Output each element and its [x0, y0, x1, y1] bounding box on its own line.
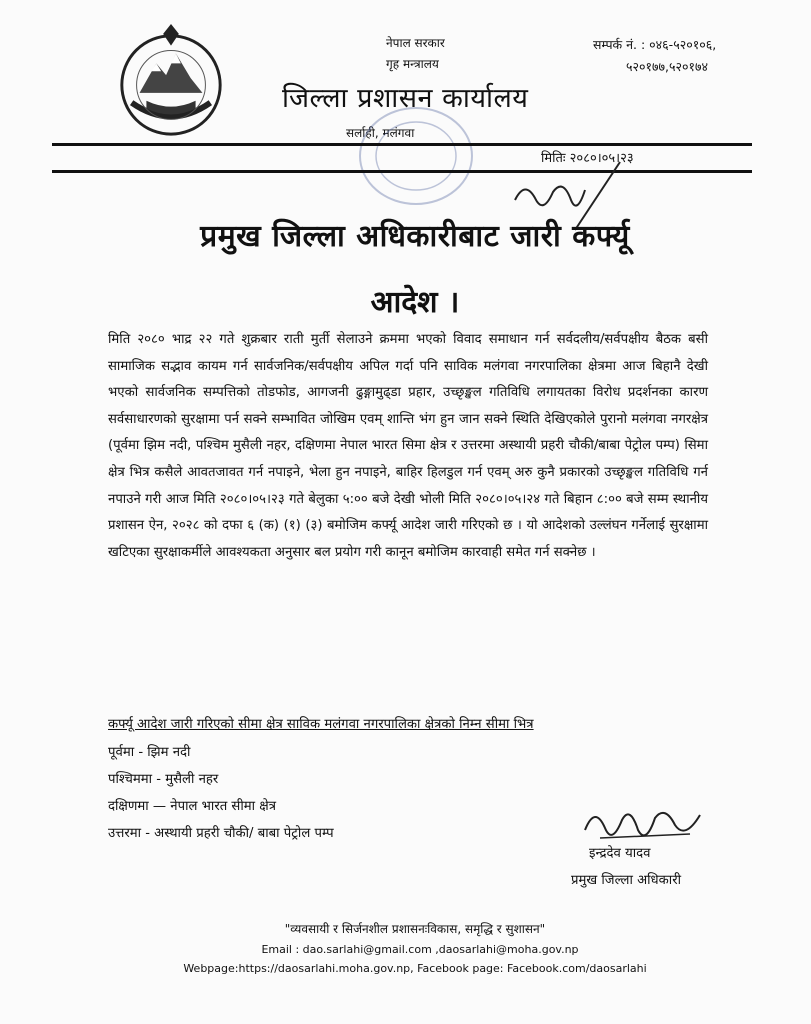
- office-location: सर्लाही, मलंगवा: [346, 126, 415, 140]
- boundary-north: उत्तरमा - अस्थायी प्रहरी चौकी/ बाबा पेट्रोल पम्प: [108, 826, 334, 841]
- signatory-designation: प्रमुख जिल्ला अधिकारी: [571, 873, 682, 888]
- ministry-name: गृह मन्त्रालय: [386, 57, 439, 71]
- contact-numbers: [593, 34, 716, 78]
- office-name: जिल्ला प्रशासन कार्यालय: [282, 83, 529, 114]
- order-body: मिति २०८० भाद्र २२ गते शुक्रबार राती मुर्ती सेलाउने क्रममा भएको विवाद समाधान गर्न सर्वदलीय/सर्वपक्षीय बैठक बसी सामाजिक सद्भाव कायम गर्न सार्वजनिक/सर्वपक्षीय अपिल गर्दा पनि साविक मलंगवा नगरपालिका क्षेत्रमा आज बिहानै देखी भएको सार्वजनिक सम्पत्तिको तोडफोड, आगजनी ढुङ्गामुढ्डा प्रहार, उच्छृङ्खल गतिविधि लगायतका विरोध प्रदर्शनका कारण सर्वसाधारणको सुरक्षामा पर्न सक्ने सम्भावित जोखिम एवम् शान्ति भंग हुन जान सक्ने स्थिति देखिएकोले पुरानो मलंगवा नगरक्षेत्र (पूर्वमा झिम नदी, पश्चिम मुसैली नहर, दक्षिणमा नेपाल भारत सिमा क्षेत्र र उत्तरमा अस्थायी प्रहरी चौकी/बाबा पेट्रोल पम्प) सिमा क्षेत्र भित्र कसैले आवतजावत गर्न नपाइने, भेला हुन नपाइने, बाहिर हिलडुल गर्न एवम् अरु कुनै प्रकारको उच्छृङ्खल गतिविधि गर्न नपाउने गरी आज मिति २०८०।०५।२३ गते बेलुका ५:०० बजे देखी भोली मिति २०८०।०५।२४ गते बिहान ८:०० बजे सम्म स्थानीय प्रशासन ऐन, २०२८ को दफा ६ (क) (१) (३) बमोजिम कर्फ्यू आदेश जारी गरिएको छ । यो आदेशको उल्लंघन गर्नेलाई सुरक्षामा खटिएका सुरक्षाकर्मीले आवश्यकता अनुसार बल प्रयोग गरी कानून बमोजिम कारवाही समेत गर्न सक्नेछ ।: [108, 332, 708, 560]
- signatory-name: इन्द्रदेव यादव: [589, 846, 651, 861]
- contact-line-1: सम्पर्क नं. : ०४६-५२०१०६,: [593, 37, 717, 52]
- boundary-west: पश्चिममा - मुसैली नहर: [108, 772, 219, 787]
- nepal-emblem-icon: [112, 24, 230, 142]
- footer-email: Email : dao.sarlahi@gmail.com ,daosarlahi@moha.gov.np: [261, 943, 579, 956]
- boundary-heading: कर्फ्यू आदेश जारी गरिएको सीमा क्षेत्र साविक मलंगवा नगरपालिका क्षेत्रको निम्न सीमा भित्र: [108, 717, 534, 732]
- document-title-cont: आदेश ।: [370, 285, 460, 320]
- issue-date: मितिः २०८०।०५।२३: [541, 151, 634, 166]
- footer-webpage: Webpage:https://daosarlahi.moha.gov.np, Facebook page: Facebook.com/daosarlahi: [183, 962, 647, 975]
- footer-slogan: "व्यवसायी र सिर्जनशील प्रशासनःविकास, समृद्धि र सुशासन": [284, 922, 546, 936]
- office-seal-icon: [356, 104, 476, 208]
- document-title: प्रमुख जिल्ला अधिकारीबाट जारी कर्फ्यू: [200, 219, 630, 254]
- boundary-south: दक्षिणमा — नेपाल भारत सीमा क्षेत्र: [108, 799, 276, 814]
- government-name: नेपाल सरकार: [386, 36, 445, 50]
- boundary-east: पूर्वमा - झिम नदी: [108, 745, 191, 760]
- header-divider-top: [52, 143, 752, 146]
- contact-line-2: ५२०१७७,५२०१७४: [626, 59, 708, 74]
- header-divider-bottom: [52, 170, 752, 173]
